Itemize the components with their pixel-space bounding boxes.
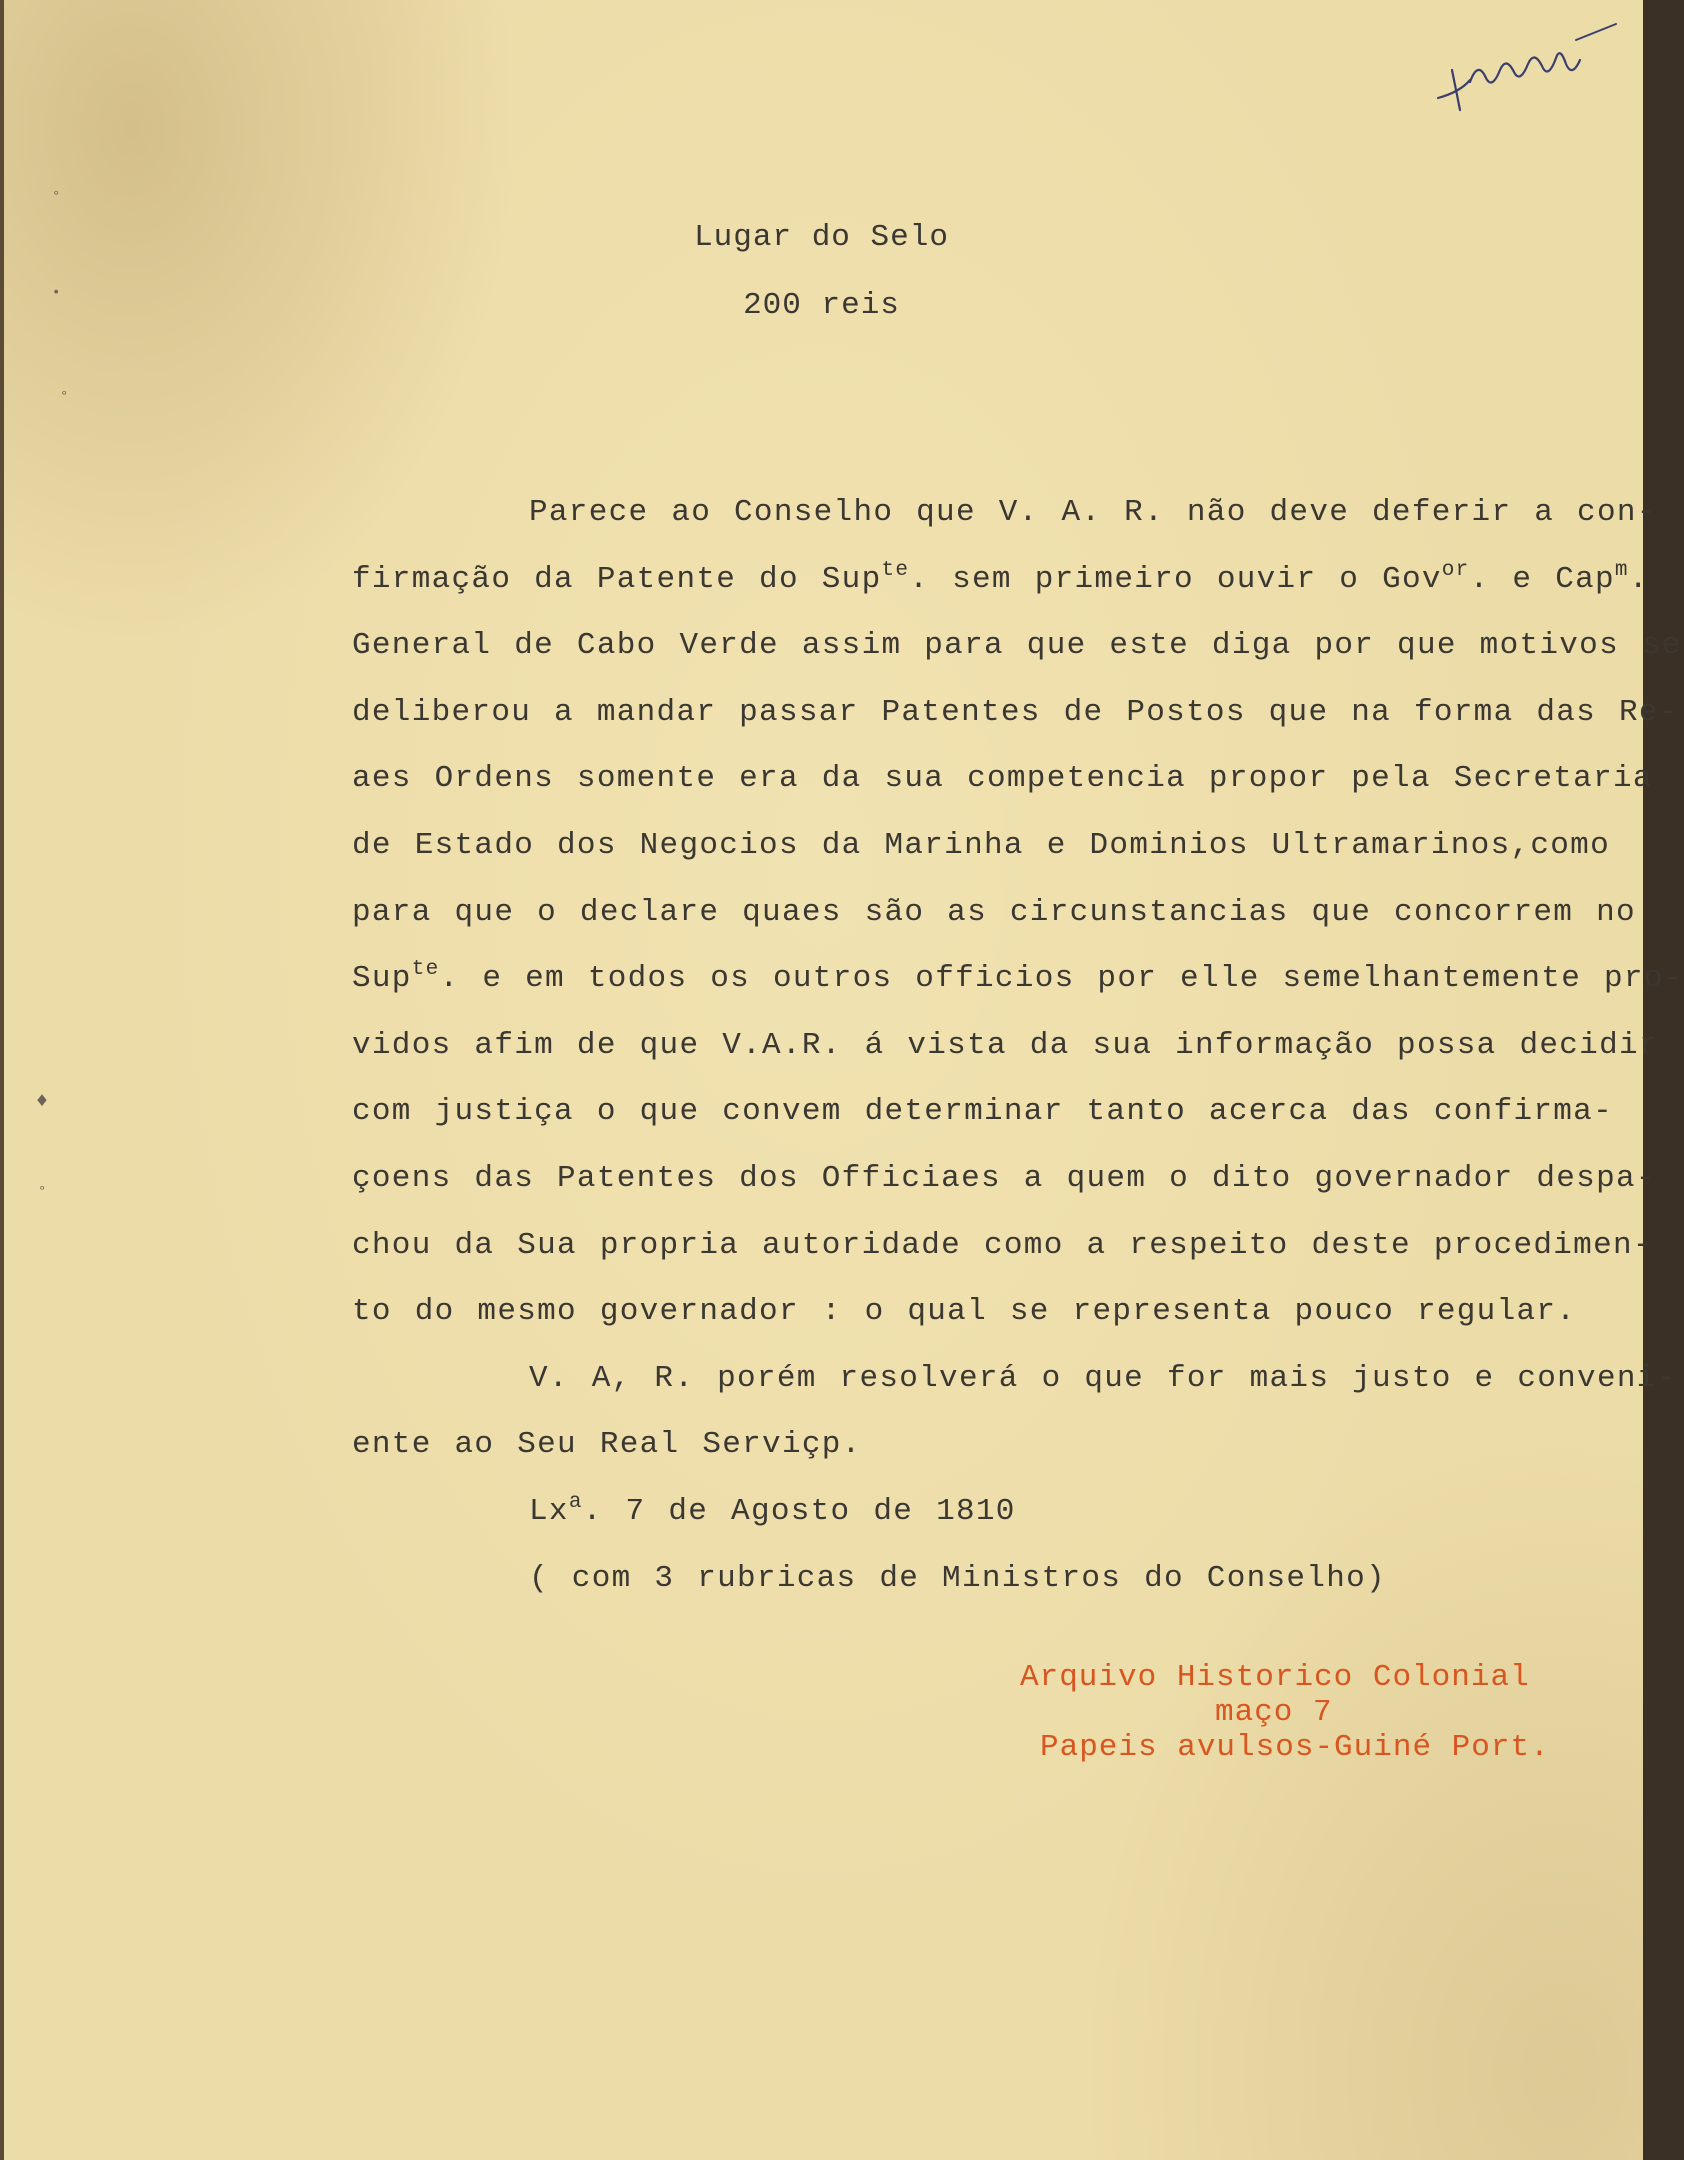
superscript: m [1614,558,1629,582]
superscript: a [568,1490,583,1514]
text-line: ente ao Seu Real Serviçp. [352,1427,862,1463]
text-line: aes Ordens somente era da sua competencia propor pela Secretaria [352,761,1653,797]
margin-speck: ° [52,189,61,205]
text-line: General de Cabo Verde assim para que este diga por que motivos se [352,628,1682,664]
margin-speck: ° [38,1184,47,1200]
text-line [352,547,1649,614]
text-line: deliberou a mandar passar Patentes de Postos que na forma das Re- [352,694,1679,730]
stamp-value-heading: 200 reis [743,288,900,323]
text-fragment: . e Cap [1469,561,1615,597]
superscript: te [411,958,440,982]
page-edge-shadow [0,0,4,2160]
text-fragment: Sup [352,961,412,997]
text-line: para que o declare quaes são as circunstancias que concorrem no [352,894,1636,930]
stamp-location-heading: Lugar do Selo [694,220,949,255]
archive-bundle: maço 7 [1215,1695,1333,1730]
text-line: çoens das Patentes dos Officiaes a quem o dito governador despa- [352,1160,1656,1196]
text-fragment: . sem primeiro ouvir o Gov [909,561,1442,597]
margin-speck: ♦ [36,1090,49,1113]
archive-name: Arquivo Historico Colonial [1020,1660,1530,1695]
text-line: com justiça o que convem determinar tanto acerca das confirma- [352,1094,1613,1130]
text-line: to do mesmo governador : o qual se representa pouco regular. [352,1294,1577,1330]
handwritten-signature [1430,20,1620,110]
text-fragment: . [1628,561,1649,597]
superscript: te [881,558,910,582]
text-line: chou da Sua propria autoridade como a respeito deste procedimen- [352,1227,1653,1263]
text-fragment: Lx [529,1493,569,1529]
text-fragment: . e em todos os outros officios por elle semelhantemente pro- [439,961,1684,997]
text-line: vidos afim de que V.A.R. á vista da sua informação possa decidir [352,1027,1659,1063]
text-fragment: firmação da Patente do Sup [352,561,882,597]
superscript: or [1441,558,1470,582]
margin-speck: • [52,285,61,301]
place-date-line [352,1479,1642,1546]
rubrics-note: ( com 3 rubricas de Ministros do Conselho) [529,1560,1386,1596]
text-line [352,946,1684,1013]
margin-speck: ° [60,389,69,405]
text-line: de Estado dos Negocios da Marinha e Dominios Ultramarinos,como [352,827,1610,863]
document-body [352,480,1684,1612]
text-line: Parece ao Conselho que V. A. R. não deve deferir a con- [529,495,1657,530]
archive-collection: Papeis avulsos-Guiné Port. [1040,1730,1550,1765]
text-line: V. A, R. porém resolverá o que for mais justo e conveni- [529,1360,1677,1396]
text-fragment: . 7 de Agosto de 1810 [582,1493,1016,1529]
archive-reference-stamp [1020,1660,1580,1765]
